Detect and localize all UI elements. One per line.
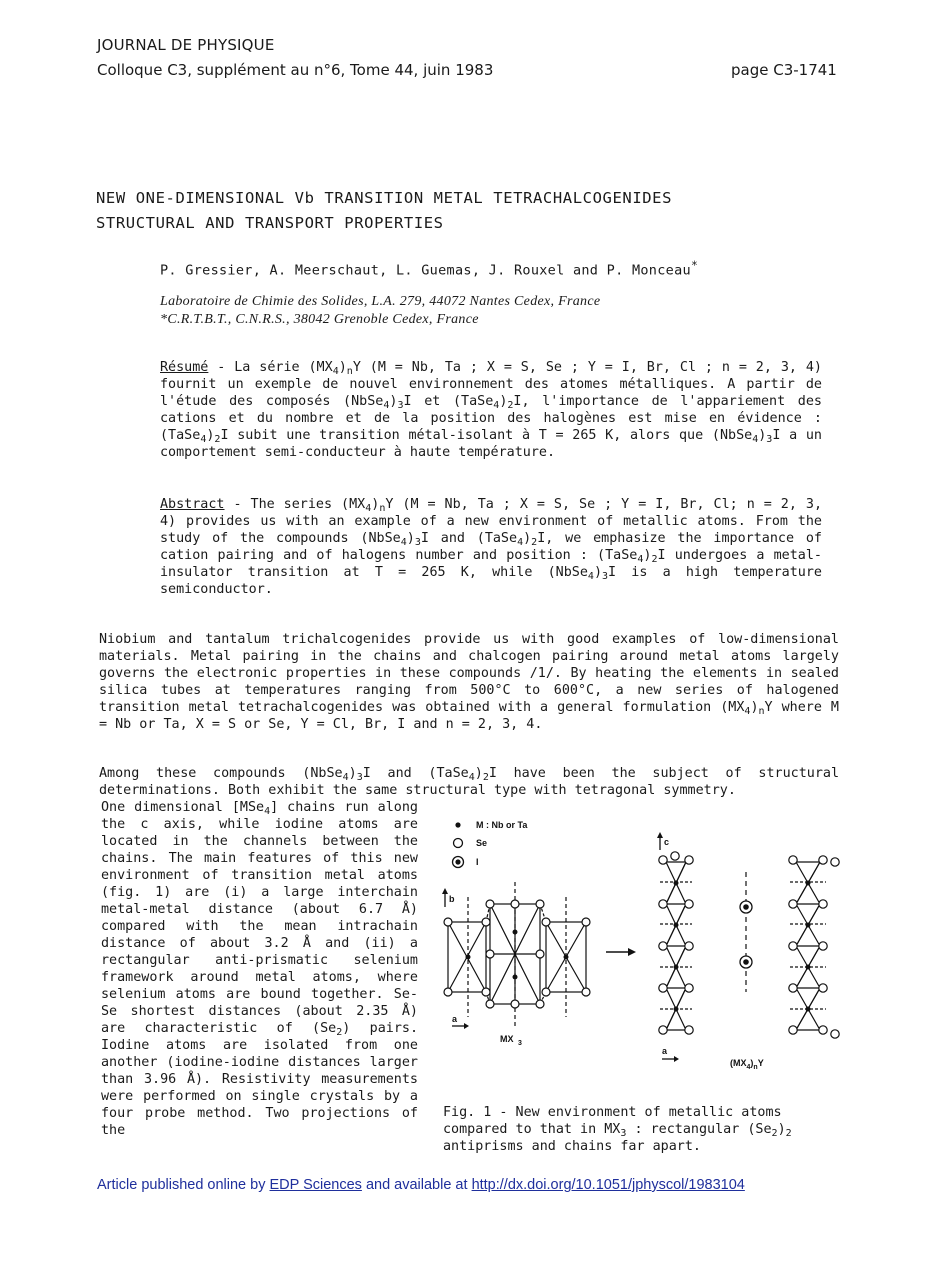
subscript: 3: [397, 400, 404, 411]
caption-text: ): [777, 1122, 786, 1137]
c-axis-arrowhead: [657, 832, 663, 838]
subscript: 3: [602, 571, 609, 582]
selenium-atom-legend-icon: [454, 839, 463, 848]
abstract-paragraph: [160, 496, 822, 598]
edp-sciences-link[interactable]: EDP Sciences: [269, 1177, 362, 1193]
abstract-label: Abstract: [160, 497, 225, 512]
mx4-label: [730, 1058, 764, 1071]
body-text: I have been the subject of structural determinations. Both exhibit the same structural type with tetragonal symmetry.: [99, 766, 840, 798]
abstract-text: ): [406, 531, 415, 546]
body-text: ] chains run along the c axis, while iodine atoms are located in the channels between the chains. The main features of this new environment of transition metal atoms (fig. 1) are (i) a large interchain metal-metal distance (about 6.7 Å) compared with the mean intrachain distance of about 3.2 Å and (ii) a rectangular anti-prismatic selenium framework around metal atoms, where selenium atoms are bound together. Se-Se shortest distances (about 2.35 Å) are characteristic of (Se: [101, 800, 418, 1036]
subscript: 2: [531, 537, 538, 548]
resume-text: Y (M = Nb, Ta ; X = S, Se ; Y = I, Br, Cl ; n = 2, 3, 4) fournit un exemple de nouvel environnement des atomes métalliques. A partir de l'étude des composés (NbSe: [160, 360, 822, 409]
affiliations: [160, 293, 600, 329]
metal-atom-legend-icon: [455, 822, 460, 827]
body-paragraph-1: [99, 631, 839, 733]
mx4-label-paren: ): [750, 1058, 754, 1068]
axis-c-label: c: [664, 837, 670, 847]
mx3-label: MX: [500, 1034, 514, 1044]
axis-b-label: b: [449, 894, 455, 904]
abstract-text: I and (TaSe: [420, 531, 518, 546]
subscript: 4: [342, 772, 349, 783]
legend-i-label: I: [476, 857, 479, 867]
title-line-1: NEW ONE-DIMENSIONAL Vb TRANSITION METAL TETRACHALCOGENIDES: [96, 189, 673, 207]
body-text: Y where M = Nb or Ta, X = S or Se, Y = Cl, Br, I and n = 2, 3, 4.: [99, 700, 839, 732]
doi-link[interactable]: http://dx.doi.org/10.1051/jphyscol/1983104: [471, 1177, 745, 1193]
abstract-text: ): [371, 497, 380, 512]
body-text: ): [474, 766, 483, 781]
mx4-label-y: Y: [757, 1058, 764, 1068]
resume-text: ): [338, 360, 347, 375]
footer-text: and available at: [361, 1177, 472, 1193]
resume-text: I et (TaSe: [403, 394, 494, 409]
subscript: 4: [587, 571, 594, 582]
figure-1: [438, 812, 848, 1084]
subscript: n: [379, 503, 386, 514]
abstract-text: I undergoes a metal-insulator transition at T = 265 K, while (NbSe: [160, 548, 822, 580]
resume-text: I a un comportement semi-conducteur à haute température.: [160, 428, 822, 460]
figure-caption: [443, 1104, 843, 1155]
axis-a-label: a: [452, 1014, 458, 1024]
iodine-atom-legend-core: [455, 859, 460, 864]
subscript: 4: [744, 706, 751, 717]
subscript: n: [758, 706, 765, 717]
abstract-text: I is a high temperature semiconductor.: [160, 565, 822, 597]
body-text: ): [348, 766, 357, 781]
abstract-text: ): [643, 548, 652, 563]
caption-text: antiprisms and chains far apart.: [443, 1139, 701, 1154]
author-footnote-mark: *: [690, 259, 699, 272]
resume-text: ): [499, 394, 508, 409]
subscript: 2: [651, 554, 658, 565]
caption-text: Fig. 1 - New environment of metallic atoms compared to that in MX: [443, 1105, 782, 1137]
resume-text: ): [389, 394, 398, 409]
subscript: 3: [414, 537, 421, 548]
body-text: Niobium and tantalum trichalcogenides provide us with good examples of low-dimensional materials. Metal pairing in the chains and chalcogen pairing around metal atoms largely governs the electronic properties in these compounds /1/. By heating the elements in sealed silica tubes at temperatures ranging from 500°C to 600°C, a new series of halogened transition metal tetrachalcogenides was obtained with a general formulation (MX: [99, 632, 839, 715]
abstract-text: ): [593, 565, 602, 580]
resume-text: ): [206, 428, 215, 443]
footer: [97, 1177, 745, 1193]
resume-text: I subit une transition métal-isolant à T = 265 K, alors que (NbSe: [220, 428, 753, 443]
mx4-label-n: n: [753, 1064, 758, 1071]
subscript: 2: [785, 1128, 792, 1139]
subscript: 3: [620, 1128, 627, 1139]
subscript: 4: [517, 537, 524, 548]
body-text: One dimensional [MSe: [101, 800, 265, 815]
mx4-label-sub: 4: [746, 1064, 751, 1071]
body-paragraph-3: [101, 799, 418, 1139]
issue-info: Colloque C3, supplément au n°6, Tome 44, juin 1983: [97, 61, 494, 79]
a2-axis-arrowhead: [674, 1056, 679, 1062]
subscript: 4: [400, 537, 407, 548]
transform-arrowhead: [628, 948, 636, 956]
subscript: 4: [200, 434, 207, 445]
resume-paragraph: [160, 359, 822, 461]
body-paragraph-2: [99, 765, 839, 799]
legend-metal-label: M : Nb or Ta: [476, 820, 528, 830]
footer-text: Article published online by: [97, 1177, 270, 1193]
b-axis-arrowhead: [442, 888, 448, 894]
authors: [160, 259, 698, 279]
body-text: ) pairs. Iodine atoms are isolated from one another (iodine-iodine distances larger than 3.96 Å). Resistivity measurements were performed on single crystals by a four probe method. Two projections of the: [101, 1021, 419, 1138]
affiliation-2: [160, 311, 600, 329]
journal-name: JOURNAL DE PHYSIQUE: [97, 36, 275, 54]
abstract-text: I, we emphasize the importance of cation pairing and of halogens number and position : (TaSe: [160, 531, 822, 563]
article-title: [96, 186, 836, 236]
iodine-atoms: [740, 901, 752, 968]
subscript: 3: [766, 434, 773, 445]
body-text: Among these compounds (NbSe: [99, 766, 343, 781]
subscript: n: [346, 366, 353, 377]
affiliation-mark: *: [160, 312, 168, 327]
body-text: I and (TaSe: [362, 766, 469, 781]
abstract-text: - The series (MX: [224, 497, 366, 512]
mx3-label-sub: 3: [518, 1040, 522, 1047]
subscript: 4: [752, 434, 759, 445]
subscript: 2: [771, 1128, 778, 1139]
a-axis-arrowhead: [464, 1023, 469, 1029]
subscript: 4: [264, 806, 271, 817]
affiliation-2-text: C.R.T.B.T., C.N.R.S., 38042 Grenoble Cedex, France: [167, 312, 479, 327]
resume-label: Résumé: [160, 360, 209, 375]
resume-text: ): [758, 428, 767, 443]
subscript: 4: [383, 400, 390, 411]
subscript: 4: [365, 503, 372, 514]
resume-text: - La série (MX: [208, 360, 333, 375]
affiliation-1: Laboratoire de Chimie des Solides, L.A. 279, 44072 Nantes Cedex, France: [160, 294, 601, 309]
subscript: 2: [482, 772, 489, 783]
subscript: 4: [493, 400, 500, 411]
mx4-label-main: (MX: [730, 1058, 747, 1068]
page-number: page C3-1741: [731, 61, 837, 79]
subscript: 4: [332, 366, 339, 377]
author-list: P. Gressier, A. Meerschaut, L. Guemas, J. Rouxel and P. Monceau: [160, 262, 691, 279]
subscript: 2: [336, 1027, 343, 1038]
caption-text: : rectangular (Se: [626, 1122, 772, 1137]
subscript: 2: [214, 434, 221, 445]
chain-right-se-atoms: [789, 856, 839, 1038]
resume-text: I, l'importance de l'appariement des cations et du nombre et de la position des halogènes est mise en évidence : (TaSe: [160, 394, 822, 443]
abstract-text: Y (M = Nb, Ta ; X = S, Se ; Y = I, Br, Cl; n = 2, 3, 4) provides us with an example of a new environment of metallic atoms. From the study of the compounds (NbSe: [160, 497, 823, 546]
body-text: ): [750, 700, 759, 715]
subscript: 4: [637, 554, 644, 565]
subscript: 4: [468, 772, 475, 783]
axis-a2-label: a: [662, 1046, 668, 1056]
legend-se-label: Se: [476, 838, 488, 848]
structure-diagram: [438, 812, 848, 1084]
abstract-text: ): [523, 531, 532, 546]
subscript: 2: [507, 400, 514, 411]
title-line-2: STRUCTURAL AND TRANSPORT PROPERTIES: [96, 214, 444, 232]
subscript: 3: [356, 772, 363, 783]
